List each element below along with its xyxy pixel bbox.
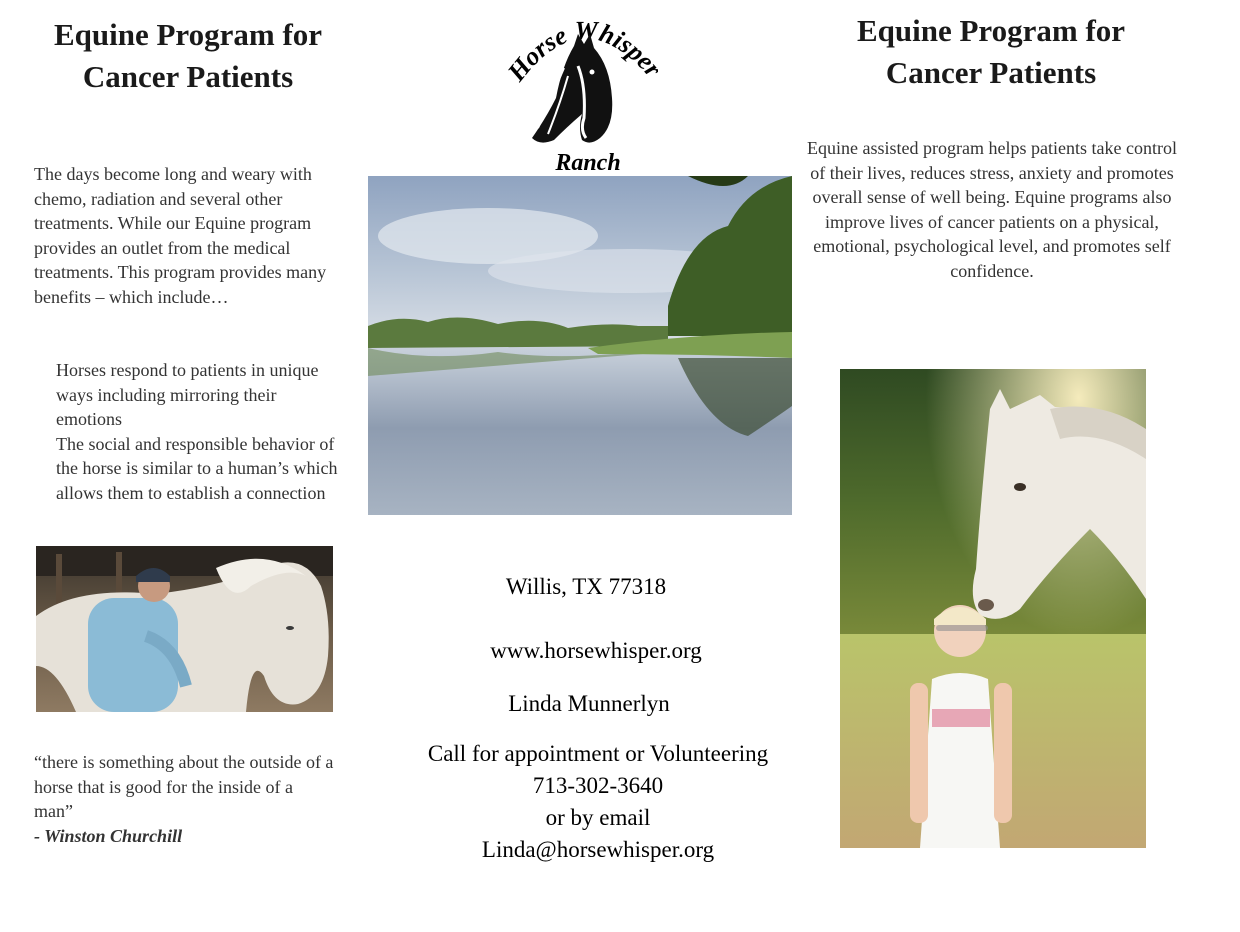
right-title: Equine Program for Cancer Patients (856, 13, 1126, 90)
benefit-item: Horses respond to patients in unique ways including mirroring their emotions (56, 360, 319, 429)
quote-author: - Winston Churchill (34, 825, 183, 846)
logo-bottom-text: Ranch (555, 150, 621, 176)
benefit-item: The social and responsible behavior of the horse is similar to a human’s which allows them to establish a connection (56, 433, 338, 503)
left-title: Equine Program for Cancer Patients (53, 17, 323, 94)
logo-top-text: orse Whispe (516, 15, 658, 76)
website-link[interactable]: www.horsewhisper.org (490, 638, 702, 663)
woman-with-horse-photo (36, 546, 333, 712)
call-line: Call for appointment or Volunteering (427, 741, 769, 766)
left-intro-paragraph: The days become long and weary with chemo, radiation and several other treatments. While our Equine program provides an outlet from the medical treatments. This program provides many benefits – which include… (34, 164, 327, 307)
contact-block (396, 738, 800, 866)
girl-with-horse-photo (840, 369, 1146, 848)
email-link[interactable]: Linda@horsewhisper.org (481, 837, 715, 862)
email-prefix: or by email (545, 805, 651, 830)
right-paragraph: Equine assisted program helps patients take control of their lives, reduces stress, anxiety and promotes overall sense of well being. Equine programs also improve lives of cancer patients on a physical, emotional, psychological level, and promotes self confidence. (807, 138, 1177, 281)
lake-photo (368, 176, 792, 515)
quote-text: “there is something about the outside of a horse that is good for the inside of a man” (34, 752, 334, 821)
benefits-list (54, 358, 344, 505)
contact-name: Linda Munnerlyn (508, 691, 670, 716)
quote (34, 750, 334, 848)
ranch-logo (508, 6, 658, 176)
phone-number[interactable]: 713-302-3640 (532, 773, 664, 798)
location: Willis, TX 77318 (505, 574, 667, 599)
